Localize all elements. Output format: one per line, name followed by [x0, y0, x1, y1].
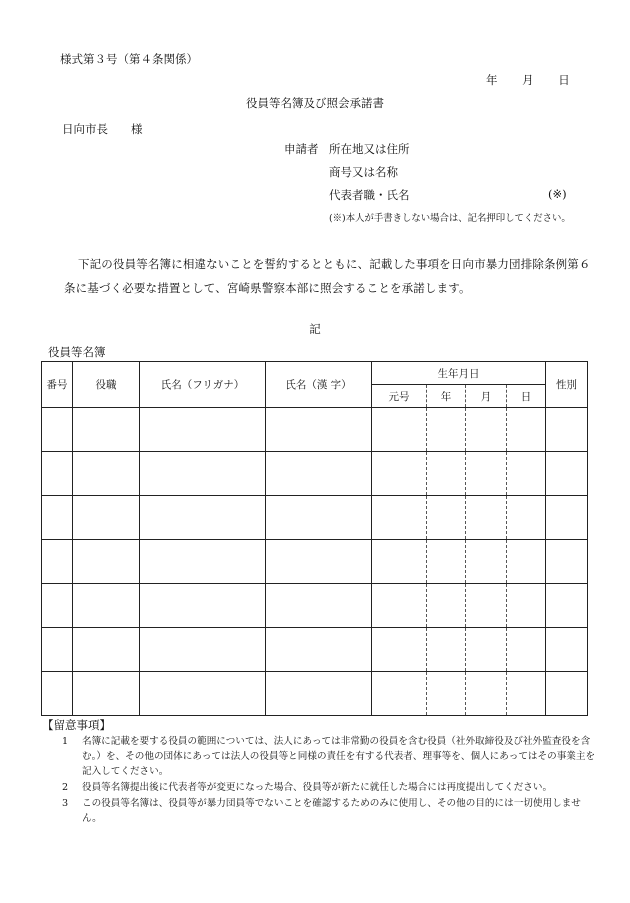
- document-title: 役員等名簿及び照会承諾書: [246, 96, 384, 110]
- cell-position[interactable]: [73, 672, 140, 716]
- company-name-label: 商号又は名称: [329, 165, 398, 179]
- header-name-kanji: 氏名（漢 字）: [266, 362, 372, 408]
- notes-title: 【留意事項】: [42, 718, 111, 732]
- cell-gender[interactable]: [546, 584, 588, 628]
- table-row: [42, 540, 588, 584]
- cell-name-kanji[interactable]: [266, 408, 372, 452]
- table-row: [42, 452, 588, 496]
- applicant-label: 申請者: [284, 142, 319, 156]
- header-era: 元号: [372, 385, 427, 408]
- cell-month[interactable]: [466, 408, 507, 452]
- cell-month[interactable]: [466, 540, 507, 584]
- cell-era[interactable]: [372, 540, 427, 584]
- cell-position[interactable]: [73, 584, 140, 628]
- header-year: 年: [427, 385, 466, 408]
- cell-name-kana[interactable]: [140, 672, 266, 716]
- cell-number[interactable]: [42, 584, 73, 628]
- cell-day[interactable]: [507, 584, 546, 628]
- cell-era[interactable]: [372, 672, 427, 716]
- cell-gender[interactable]: [546, 672, 588, 716]
- cell-era[interactable]: [372, 584, 427, 628]
- cell-month[interactable]: [466, 452, 507, 496]
- cell-day[interactable]: [507, 496, 546, 540]
- cell-name-kana[interactable]: [140, 496, 266, 540]
- cell-month[interactable]: [466, 584, 507, 628]
- note-item-1: [62, 734, 596, 779]
- cell-year[interactable]: [427, 540, 466, 584]
- header-month: 月: [466, 385, 507, 408]
- cell-name-kanji[interactable]: [266, 584, 372, 628]
- cell-year[interactable]: [427, 452, 466, 496]
- header-name-kana: 氏名（フリガナ）: [140, 362, 266, 408]
- table-row: [42, 672, 588, 716]
- ki-heading: 記: [309, 322, 321, 336]
- cell-name-kanji[interactable]: [266, 628, 372, 672]
- cell-day[interactable]: [507, 408, 546, 452]
- table-row: [42, 408, 588, 452]
- officer-roster-table: [41, 361, 588, 716]
- cell-name-kana[interactable]: [140, 540, 266, 584]
- cell-gender[interactable]: [546, 408, 588, 452]
- cell-year[interactable]: [427, 496, 466, 540]
- table-row: [42, 496, 588, 540]
- date-line: 年 月 日: [486, 73, 570, 87]
- cell-era[interactable]: [372, 452, 427, 496]
- cell-number[interactable]: [42, 672, 73, 716]
- cell-day[interactable]: [507, 672, 546, 716]
- note-number: 1: [62, 736, 69, 747]
- cell-month[interactable]: [466, 628, 507, 672]
- note-text: 役員等名簿提出後に代表者等が変更になった場合、役員等が新たに就任した場合には再度提出してください。: [82, 782, 553, 793]
- cell-number[interactable]: [42, 452, 73, 496]
- cell-position[interactable]: [73, 408, 140, 452]
- cell-day[interactable]: [507, 628, 546, 672]
- cell-number[interactable]: [42, 408, 73, 452]
- cell-gender[interactable]: [546, 496, 588, 540]
- representative-label: 代表者職・氏名: [329, 188, 410, 202]
- cell-number[interactable]: [42, 540, 73, 584]
- cell-era[interactable]: [372, 496, 427, 540]
- cell-name-kana[interactable]: [140, 628, 266, 672]
- cell-name-kana[interactable]: [140, 584, 266, 628]
- header-number: 番号: [42, 362, 73, 408]
- cell-year[interactable]: [427, 628, 466, 672]
- cell-era[interactable]: [372, 628, 427, 672]
- cell-day[interactable]: [507, 452, 546, 496]
- roster-title: 役員等名簿: [48, 345, 106, 359]
- cell-gender[interactable]: [546, 628, 588, 672]
- table-row: [42, 628, 588, 672]
- note-text: 名簿に記載を要する役員の範囲については、法人にあっては非常勤の役員を含む役員（社外取締役及び社外監査役を含む。）を、その他の団体にあっては法人の役員等と同様の責任を有する代表者、理事等を、個人にあってはその事業主を記入してください。: [82, 736, 596, 777]
- cell-name-kanji[interactable]: [266, 672, 372, 716]
- cell-name-kana[interactable]: [140, 452, 266, 496]
- address-label: 所在地又は住所: [329, 142, 410, 156]
- cell-position[interactable]: [73, 628, 140, 672]
- cell-month[interactable]: [466, 496, 507, 540]
- cell-year[interactable]: [427, 584, 466, 628]
- note-number: 3: [62, 798, 69, 809]
- cell-position[interactable]: [73, 496, 140, 540]
- cell-year[interactable]: [427, 408, 466, 452]
- representative-mark: (※): [548, 187, 567, 201]
- cell-name-kana[interactable]: [140, 408, 266, 452]
- addressee: 日向市長 様: [62, 122, 143, 136]
- note-number: 2: [62, 782, 69, 793]
- table-row: [42, 584, 588, 628]
- cell-gender[interactable]: [546, 452, 588, 496]
- header-gender: 性別: [546, 362, 588, 408]
- cell-position[interactable]: [73, 540, 140, 584]
- header-birthdate: 生年月日: [372, 362, 546, 385]
- cell-name-kanji[interactable]: [266, 496, 372, 540]
- header-position: 役職: [73, 362, 140, 408]
- header-day: 日: [507, 385, 546, 408]
- cell-number[interactable]: [42, 628, 73, 672]
- pledge-paragraph: 下記の役員等名簿に相違ないことを誓約するとともに、記載した事項を日向市暴力団排除条例第６条に基づく必要な措置として、宮崎県警察本部に照会することを承諾します。: [64, 257, 591, 295]
- cell-year[interactable]: [427, 672, 466, 716]
- note-text: この役員等名簿は、役員等が暴力団員等でないことを確認するためのみに使用し、その他の目的には一切使用しません。: [82, 798, 581, 824]
- cell-month[interactable]: [466, 672, 507, 716]
- cell-gender[interactable]: [546, 540, 588, 584]
- cell-name-kanji[interactable]: [266, 540, 372, 584]
- cell-position[interactable]: [73, 452, 140, 496]
- cell-name-kanji[interactable]: [266, 452, 372, 496]
- seal-note: (※)本人が手書きしない場合は、記名押印してください。: [329, 213, 571, 224]
- note-item-2: [62, 780, 596, 795]
- note-item-3: [62, 796, 596, 826]
- form-number: 様式第３号（第４条関係）: [60, 52, 198, 66]
- cell-number[interactable]: [42, 496, 73, 540]
- cell-day[interactable]: [507, 540, 546, 584]
- cell-era[interactable]: [372, 408, 427, 452]
